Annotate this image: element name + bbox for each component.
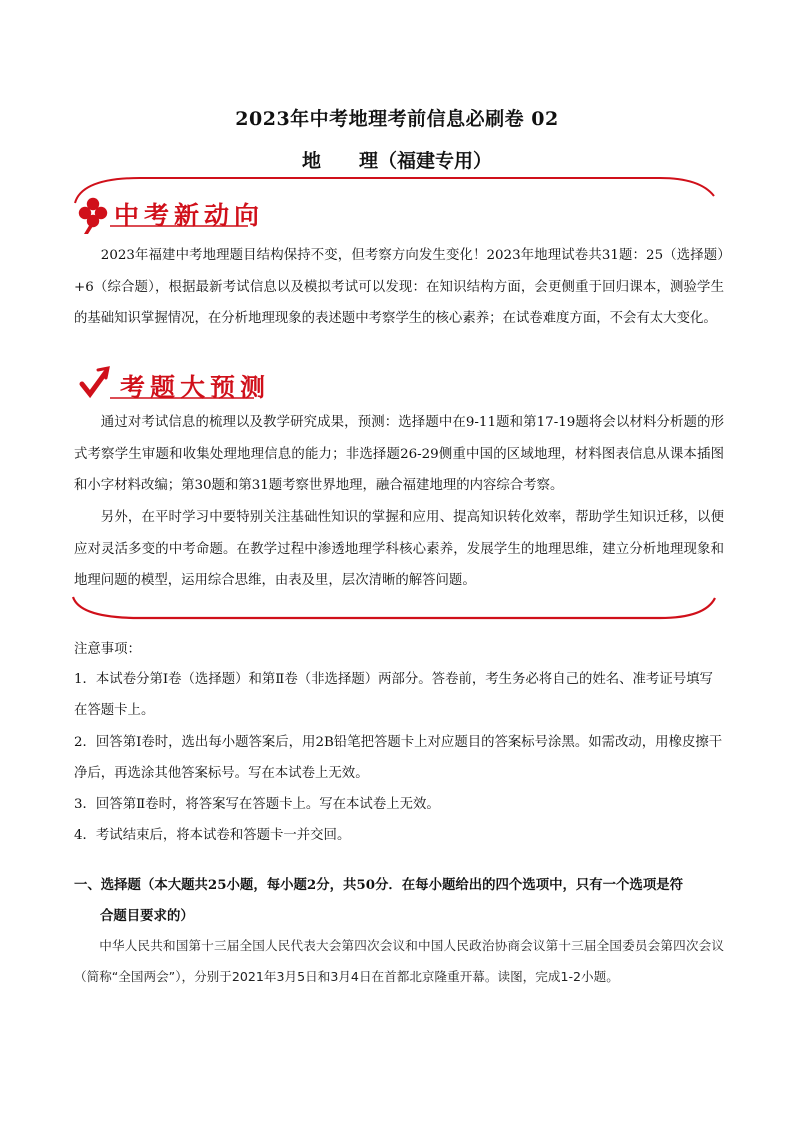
- notes-item-4: 4．考试结束后，将本试卷和答题卡一并交回。: [74, 828, 351, 843]
- section-predictions-para1: 通过对考试信息的梳理以及教学研究成果，预测：选择题中在9-11题和第17-19题将会以材料分析题的形式考察学生审题和收集处理地理信息的能力；非选择题26-29侧重中国的区域地理，材料图表信息从课本插图和小字材料改编；第30题和第31题考察世界地理，融合福建地理的内容综合考察。: [74, 415, 724, 493]
- page-subtitle: 地 理（福建专用）: [301, 150, 492, 172]
- question-header-line2: 合题目要求的）: [100, 908, 194, 924]
- section-trends-text: 2023年福建中考地理题目结构保持不变，但考察方向发生变化！2023年地理试卷共31题：25（选择题）+6（综合题），根据最新考试信息以及模拟考试可以发现：在知识结构方面，会更侧重于回归课本，测验学生的基础知识掌握情况，在分析地理现象的表述题中考察学生的核心素养；在试卷难度方面，不会有太大变化。: [74, 248, 724, 326]
- notes-item-3: 3．回答第Ⅱ卷时，将答案写在答题卡上。写在本试卷上无效。: [74, 797, 440, 812]
- section-predictions-para2: 另外，在平时学习中要特别关注基础性知识的掌握和应用、提高知识转化效率，帮助学生知识迁移，以便应对灵活多变的中考命题。在教学过程中渗透地理学科核心素养，发展学生的地理思维，建立分析地理现象和地理问题的模型，运用综合思维，由表及里，层次清晰的解答问题。: [74, 510, 724, 588]
- section-heading-predictions: 考题大预测: [120, 373, 271, 402]
- page-title: 2023年中考地理考前信息必刷卷 02: [235, 108, 559, 130]
- notes-item-1: 1．本试卷分第Ⅰ卷（选择题）和第Ⅱ卷（非选择题）两部分。答卷前，考生务必将自己的姓名、准考证号填写在答题卡上。: [74, 672, 713, 718]
- arrow-check-icon: [82, 368, 108, 394]
- notes-title: 注意事项：: [74, 642, 141, 657]
- section-heading-trends: 中考新动向: [114, 201, 265, 230]
- clover-icon: [79, 198, 107, 234]
- frame-bottom-arc: [73, 597, 715, 618]
- question-header-line1: 一、选择题（本大题共25小题，每小题2分，共50分．在每小题给出的四个选项中，只有一个选项是符: [74, 877, 683, 893]
- question-section-header: [74, 870, 724, 932]
- notes-item-2: 2．回答第Ⅰ卷时，选出每小题答案后，用2B铅笔把答题卡上对应题目的答案标号涂黑。如需改动，用橡皮擦干净后，再选涂其他答案标号。写在本试卷上无效。: [74, 735, 723, 781]
- question-passage: 中华人民共和国第十三届全国人民代表大会第四次会议和中国人民政治协商会议第十三届全国委员会第四次会议（简称“全国两会”），分别于2021年3月5日和3月4日在首都北京隆重开幕。读图，完成1-2小题。: [74, 938, 724, 984]
